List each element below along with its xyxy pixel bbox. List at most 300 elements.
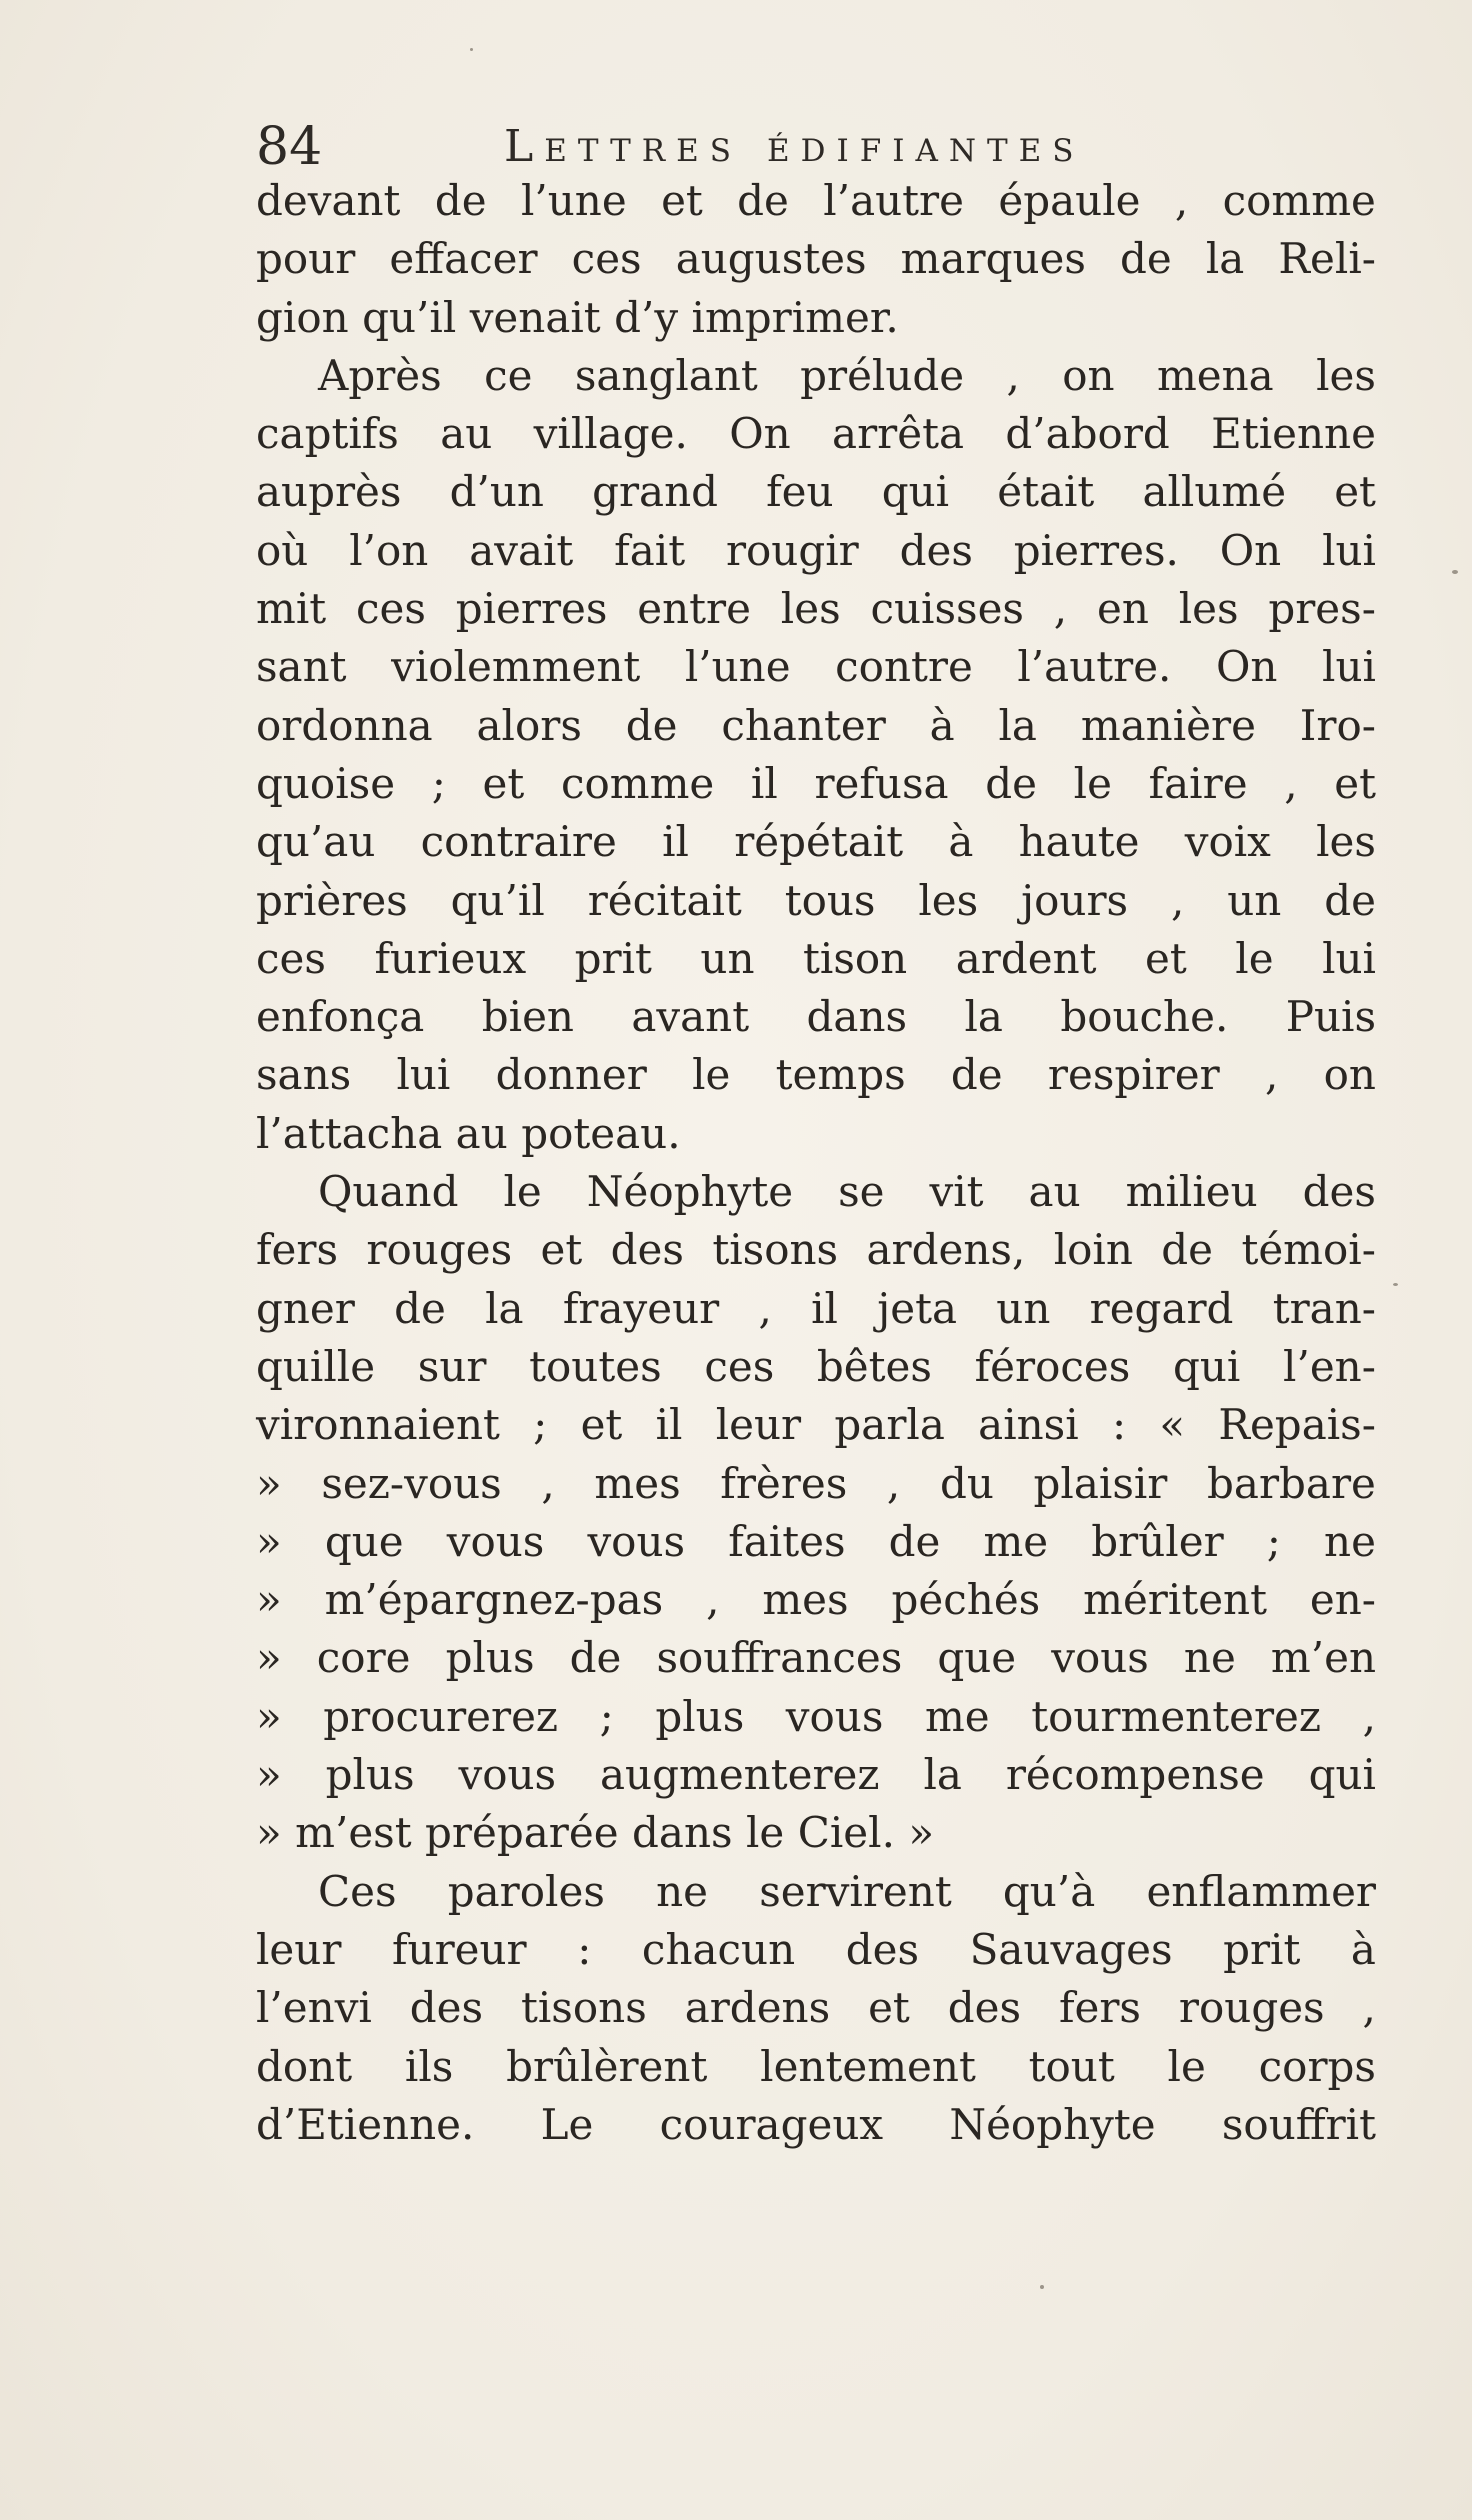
word: il [811, 1283, 838, 1333]
text-line [256, 2096, 1376, 2154]
word: sant [256, 642, 347, 692]
word: poteau. [521, 1108, 681, 1158]
text-line [256, 172, 1376, 230]
word: temps [775, 1050, 906, 1100]
word: des [899, 525, 973, 575]
word: , [1362, 1983, 1376, 2033]
word: alors [476, 700, 582, 750]
word: de [950, 1050, 1003, 1100]
word: courageux [659, 2099, 884, 2149]
text-line [256, 1804, 1376, 1862]
word: , [758, 1283, 772, 1333]
text-line [256, 1688, 1376, 1746]
word: de [985, 758, 1037, 808]
word: ; [1266, 1516, 1281, 1566]
word: quoise [256, 758, 396, 808]
word: tous [784, 875, 876, 925]
text-line [256, 1163, 1376, 1221]
word: ; [533, 1400, 548, 1450]
text-line [256, 1221, 1376, 1279]
word: à [948, 817, 974, 867]
word: et [1334, 467, 1376, 517]
word: milieu [1125, 1167, 1258, 1217]
word: contre [835, 642, 973, 692]
text-line [256, 347, 1376, 405]
word: où [256, 525, 309, 575]
word: le [1167, 2041, 1206, 2091]
text-line [256, 1455, 1376, 1513]
word: vous [587, 1516, 686, 1566]
word: il [750, 758, 778, 808]
word: fureur [391, 1924, 527, 1974]
word: lentement [760, 2041, 976, 2091]
word: ces [704, 1341, 775, 1391]
word: de [434, 176, 487, 225]
word: paroles [447, 1866, 605, 1916]
word: la [923, 1750, 962, 1800]
word: enflammer [1146, 1866, 1376, 1916]
word: de [888, 1516, 941, 1566]
word: frères [720, 1458, 848, 1508]
word: le [1235, 933, 1274, 983]
word: tourmenterez [1031, 1691, 1322, 1741]
word: corps [1258, 2041, 1376, 2091]
word: les [1178, 584, 1239, 634]
word: jours [1021, 875, 1129, 925]
word: pierres [455, 584, 608, 634]
word: village. [533, 409, 688, 459]
word: augustes [675, 234, 867, 284]
word: refusa [814, 758, 949, 808]
word: , [1006, 350, 1020, 400]
word: bien [481, 992, 574, 1042]
word: du [939, 1458, 994, 1508]
word: ne [1183, 1633, 1236, 1683]
word: plus [325, 1750, 415, 1800]
text-line [256, 1513, 1376, 1571]
word: ces [571, 234, 642, 284]
word: la [964, 992, 1003, 1042]
text-line [256, 638, 1376, 696]
word: lui [1322, 642, 1376, 692]
word: chanter [721, 700, 886, 750]
word: leur [715, 1400, 802, 1450]
word: dans [806, 992, 908, 1042]
word: Etienne [1211, 409, 1376, 459]
word: faire [1148, 758, 1248, 808]
word: des [409, 1983, 484, 2033]
word: les [1316, 350, 1376, 400]
word: » [256, 1691, 282, 1741]
word: m’est [295, 1808, 412, 1858]
word: : [577, 1924, 592, 1974]
word: comme [560, 758, 715, 808]
word: , [1174, 176, 1189, 225]
word: au [455, 1108, 508, 1158]
word: ces [256, 933, 326, 983]
word: il [655, 1400, 683, 1450]
word: mes [762, 1575, 849, 1625]
word: le [746, 1808, 785, 1858]
word: d’un [449, 467, 544, 517]
word: de [1120, 234, 1172, 284]
word: qu’à [1002, 1866, 1096, 1916]
word: avait [469, 525, 574, 575]
word: prit [1223, 1924, 1301, 1974]
word: fers [256, 1225, 339, 1275]
word: récitait [587, 875, 742, 925]
word: tisons [712, 1225, 839, 1275]
word: au [440, 409, 493, 459]
word: Le [540, 2099, 594, 2149]
text-line [256, 930, 1376, 988]
word: me [924, 1691, 990, 1741]
word: » [256, 1458, 282, 1508]
word: manière [1080, 700, 1256, 750]
word: et [661, 176, 703, 225]
word: plus [445, 1633, 535, 1683]
word: bêtes [816, 1341, 932, 1391]
word: et [1145, 933, 1187, 983]
word: frayeur [562, 1283, 720, 1333]
word: fers [1058, 1983, 1141, 2033]
word: vironnaient [256, 1400, 500, 1450]
body-text [256, 172, 1376, 2154]
word: chacun [641, 1924, 796, 1974]
text-line [256, 289, 1376, 347]
word: en [1096, 584, 1149, 634]
word: un [1227, 875, 1282, 925]
word: m’en [1270, 1633, 1376, 1683]
word: entre [637, 584, 751, 634]
word: mes [594, 1458, 681, 1508]
text-line [256, 1338, 1376, 1396]
word: rouges [1178, 1983, 1325, 2033]
word: épaule [998, 176, 1141, 225]
word: lui [1322, 933, 1376, 983]
text-line [256, 872, 1376, 930]
word: leur [256, 1924, 342, 1974]
word: enfonça [256, 992, 425, 1042]
word: ainsi [978, 1400, 1079, 1450]
word: et [540, 1225, 583, 1275]
word: de [1324, 875, 1376, 925]
word: qu’il [362, 292, 457, 342]
word: un [996, 1283, 1051, 1333]
word: dans [632, 1808, 733, 1858]
word: des [1302, 1167, 1376, 1217]
word: que [324, 1516, 404, 1566]
word: augmenterez [600, 1750, 880, 1800]
word: ils [404, 2041, 454, 2091]
word: vous [458, 1750, 557, 1800]
word: Après [318, 350, 442, 400]
word: brûlèrent [506, 2041, 708, 2091]
text-line [256, 813, 1376, 871]
word: contraire [420, 817, 617, 867]
word: tison [803, 933, 908, 983]
text-line [256, 463, 1376, 521]
word: m’épargnez-pas [324, 1575, 664, 1625]
word: , [1264, 1050, 1279, 1100]
word: furieux [374, 933, 527, 983]
text-line [256, 1863, 1376, 1921]
word: gion [256, 292, 349, 342]
word: le [503, 1167, 542, 1217]
word: procurerez [323, 1691, 559, 1741]
word: tout [1028, 2041, 1115, 2091]
word: ; [431, 758, 446, 808]
word: , [1053, 584, 1068, 634]
word: on [1062, 350, 1115, 400]
word: captifs [256, 409, 399, 459]
word: lui [1322, 525, 1376, 575]
word: récompense [1005, 1750, 1265, 1800]
word: barbare [1207, 1458, 1376, 1508]
word: l’une [520, 176, 627, 225]
word: tisons [521, 1983, 647, 2033]
word: vous [446, 1516, 545, 1566]
word: devant [256, 176, 401, 225]
text-line [256, 405, 1376, 463]
word: était [997, 467, 1095, 517]
word: qui [1173, 1341, 1241, 1391]
word: qui [881, 467, 950, 517]
word: faites [728, 1516, 846, 1566]
word: mena [1156, 350, 1274, 400]
word: brûler [1091, 1516, 1224, 1566]
word: On [729, 409, 791, 459]
word: ordonna [256, 700, 433, 750]
word: la [998, 700, 1037, 750]
word: , [886, 1458, 901, 1508]
text-line [256, 755, 1376, 813]
word: péchés [891, 1575, 1041, 1625]
word: donner [495, 1050, 647, 1100]
text-line [256, 697, 1376, 755]
text-line [256, 230, 1376, 288]
word: la [485, 1283, 524, 1333]
text-line [256, 1921, 1376, 1979]
word: plaisir [1033, 1458, 1168, 1508]
word: ne [656, 1866, 708, 1916]
word: pour [256, 234, 356, 284]
word: venait [469, 292, 601, 342]
word: ce [484, 350, 533, 400]
word: jeta [877, 1283, 958, 1333]
word: voix [1184, 817, 1271, 867]
word: l’on [349, 525, 429, 575]
word: et [482, 758, 525, 808]
word: la [1205, 234, 1245, 284]
word: des [947, 1983, 1022, 2033]
word: que [937, 1633, 1017, 1683]
word: violemment [391, 642, 641, 692]
word: grand [592, 467, 719, 517]
word: au [1028, 1167, 1081, 1217]
word: l’envi [256, 1983, 372, 2033]
word: feu [766, 467, 834, 517]
word: haute [1018, 817, 1140, 867]
word: On [1215, 642, 1278, 692]
word: le [692, 1050, 731, 1100]
word: et [580, 1400, 623, 1450]
word: vous [1051, 1633, 1149, 1683]
word: d’y [614, 292, 679, 342]
word: » [256, 1575, 282, 1625]
word: ardent [955, 933, 1097, 983]
word: témoi- [1241, 1225, 1376, 1275]
word: des [610, 1225, 684, 1275]
word: sez-vous [321, 1458, 502, 1508]
word: respirer [1047, 1050, 1220, 1100]
word: l’autre. [1017, 642, 1172, 692]
word: de [394, 1283, 446, 1333]
word: fait [614, 525, 686, 575]
word: Iro- [1299, 700, 1376, 750]
word: Néophyte [949, 2099, 1156, 2149]
word: l’autre [823, 176, 964, 225]
word: On [1219, 525, 1282, 575]
text-line [256, 1571, 1376, 1629]
text-line [256, 1105, 1376, 1163]
word: regard [1089, 1283, 1234, 1333]
word: ne [1324, 1516, 1376, 1566]
word: prit [574, 933, 652, 983]
word: les [780, 584, 841, 634]
word: qu’au [256, 817, 376, 867]
text-line [256, 1280, 1376, 1338]
text-line [256, 988, 1376, 1046]
word: , [541, 1458, 555, 1508]
word: » [256, 1808, 282, 1858]
word: et [1334, 758, 1376, 808]
word: Sauvages [969, 1924, 1173, 1974]
word: plus [655, 1691, 745, 1741]
word: allumé [1142, 467, 1287, 517]
text-line [256, 2038, 1376, 2096]
word: « [1159, 1400, 1186, 1450]
word: souffrances [656, 1633, 903, 1683]
word: ces [355, 584, 426, 634]
word: , [706, 1575, 720, 1625]
word: de [625, 700, 678, 750]
word: » [256, 1633, 282, 1683]
word: imprimer. [691, 292, 899, 342]
word: souffrit [1221, 2099, 1376, 2149]
text-line [256, 1046, 1376, 1104]
word: l’en- [1283, 1341, 1376, 1391]
word: on [1323, 1050, 1376, 1100]
word: me [983, 1516, 1049, 1566]
word: un [700, 933, 755, 983]
word: parla [834, 1400, 945, 1450]
word: comme [1222, 176, 1376, 225]
word: loin [1053, 1225, 1133, 1275]
word: se [838, 1167, 885, 1217]
word: préparée [425, 1808, 619, 1858]
word: les [1316, 817, 1376, 867]
word: , [1284, 758, 1298, 808]
word: de [1161, 1225, 1214, 1275]
word: pierres. [1013, 525, 1179, 575]
word: et [868, 1983, 910, 2033]
page-number: 84 [256, 117, 323, 177]
word: prélude [800, 350, 965, 400]
text-line [256, 1629, 1376, 1687]
text-line [256, 1396, 1376, 1454]
word: des [845, 1924, 920, 1974]
word: sanglant [574, 350, 758, 400]
word: sans [256, 1050, 352, 1100]
word: féroces [974, 1341, 1131, 1391]
text-line [256, 580, 1376, 638]
word: lui [396, 1050, 451, 1100]
word: auprès [256, 467, 402, 517]
word: répétait [734, 817, 904, 867]
text-line [256, 1979, 1376, 2037]
word: d’Etienne. [256, 2099, 475, 2149]
word: core [316, 1633, 411, 1683]
word: d’abord [1005, 409, 1170, 459]
word: Néophyte [586, 1167, 794, 1217]
word: vous [785, 1691, 884, 1741]
word: il [662, 817, 689, 867]
word: , [1362, 1691, 1376, 1741]
word: sur [417, 1341, 487, 1391]
word: rougir [725, 525, 859, 575]
word: l’attacha [256, 1108, 443, 1158]
word: le [1073, 758, 1112, 808]
word: Quand [318, 1167, 459, 1217]
word: Reli- [1278, 234, 1376, 284]
word: cuisses [870, 584, 1024, 634]
word: toutes [529, 1341, 662, 1391]
word: servirent [759, 1866, 952, 1916]
word: : [1111, 1400, 1127, 1450]
word: » [908, 1808, 935, 1858]
word: rouges [366, 1225, 513, 1275]
word: dont [256, 2041, 353, 2091]
word: arrêta [832, 409, 965, 459]
running-title: Lettres édifiantes [504, 121, 1085, 172]
word: de [569, 1633, 622, 1683]
word: gner [256, 1283, 355, 1333]
word: Puis [1285, 992, 1376, 1042]
word: l’une [684, 642, 791, 692]
word: méritent [1083, 1575, 1267, 1625]
text-line [256, 522, 1376, 580]
word: Ces [318, 1866, 397, 1916]
word: vit [929, 1167, 984, 1217]
text-line [256, 1746, 1376, 1804]
word: ; [599, 1691, 614, 1741]
word: bouche. [1060, 992, 1229, 1042]
word: qui [1308, 1750, 1376, 1800]
word: quille [256, 1341, 376, 1391]
word: tran- [1272, 1283, 1376, 1333]
word: de [737, 176, 789, 225]
word: Ciel. [797, 1808, 895, 1858]
word: » [256, 1750, 282, 1800]
word: mit [256, 584, 327, 634]
word: pres- [1268, 584, 1376, 634]
word: prières [256, 875, 408, 925]
word: effacer [389, 234, 538, 284]
word: ardens, [866, 1225, 1026, 1275]
word: , [1171, 875, 1185, 925]
word: Repais- [1218, 1400, 1376, 1450]
